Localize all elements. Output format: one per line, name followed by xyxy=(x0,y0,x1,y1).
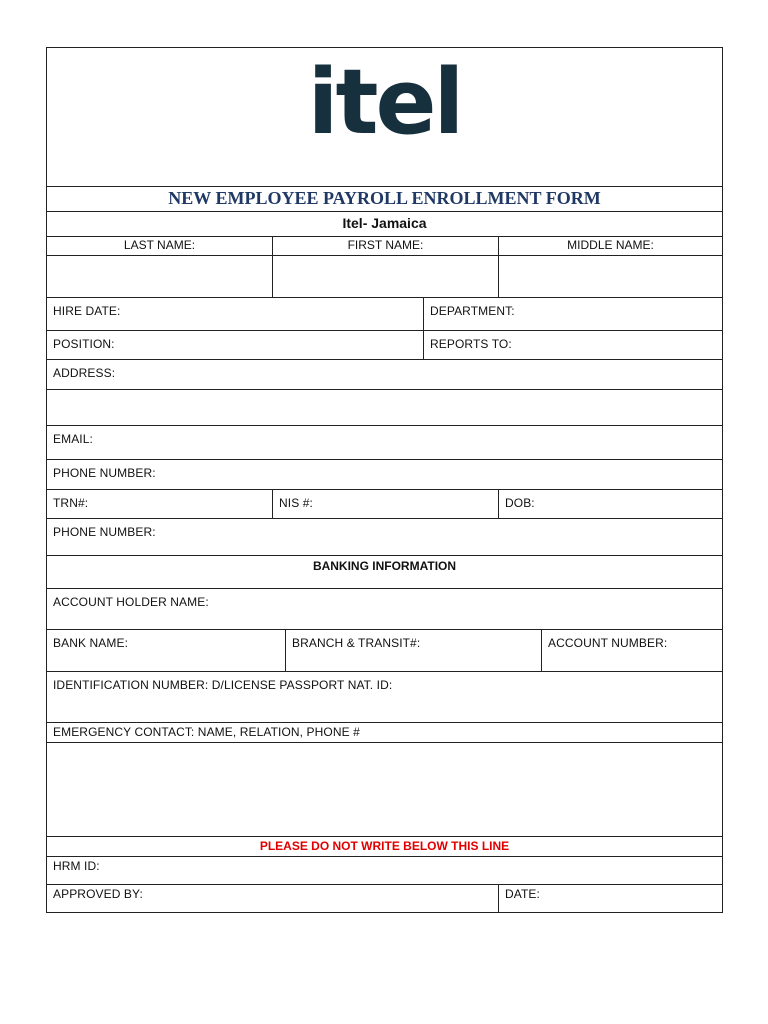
branch-transit-label: BRANCH & TRANSIT#: xyxy=(292,636,421,650)
hire-date-label: HIRE DATE: xyxy=(53,304,121,318)
account-holder-field[interactable] xyxy=(47,588,722,629)
logo-row xyxy=(47,48,722,186)
first-name-field[interactable] xyxy=(272,256,498,297)
account-holder-label: ACCOUNT HOLDER NAME: xyxy=(53,595,209,609)
hrm-id-label: HRM ID: xyxy=(53,859,100,873)
emergency-contact-label-row xyxy=(47,722,722,742)
do-not-write-notice: PLEASE DO NOT WRITE BELOW THIS LINE xyxy=(259,839,510,853)
address-field[interactable] xyxy=(47,359,722,389)
middle-name-label: MIDDLE NAME: xyxy=(567,238,654,252)
approved-by-label: APPROVED BY: xyxy=(53,887,143,901)
address-label: ADDRESS: xyxy=(53,366,116,380)
bank-name-label: BANK NAME: xyxy=(53,636,129,650)
banking-heading: BANKING INFORMATION xyxy=(312,559,457,573)
first-name-label-cell xyxy=(272,237,498,255)
trn-nis-dob-row xyxy=(47,489,722,518)
hrm-id-field[interactable] xyxy=(47,856,722,884)
form-subtitle: Itel- Jamaica xyxy=(342,215,427,231)
address-line-2-field[interactable] xyxy=(47,389,722,425)
name-inputs-row xyxy=(47,255,722,297)
last-name-field[interactable] xyxy=(47,256,272,297)
account-number-field[interactable] xyxy=(541,630,722,671)
emergency-contact-label: EMERGENCY CONTACT: NAME, RELATION, PHONE # xyxy=(53,725,360,739)
hire-department-row xyxy=(47,297,722,330)
nis-label: NIS #: xyxy=(279,496,313,510)
notice-row xyxy=(47,836,722,856)
position-label: POSITION: xyxy=(53,337,115,351)
name-labels-row xyxy=(47,236,722,255)
emergency-contact-field[interactable] xyxy=(47,742,722,836)
position-reports-row xyxy=(47,330,722,359)
identification-label: IDENTIFICATION NUMBER: D/LICENSE PASSPORT NAT. ID: xyxy=(53,678,393,692)
trn-label: TRN#: xyxy=(53,496,89,510)
middle-name-label-cell xyxy=(498,237,722,255)
branch-transit-field[interactable] xyxy=(285,630,541,671)
form-title: NEW EMPLOYEE PAYROLL ENROLLMENT FORM xyxy=(168,188,601,208)
last-name-label-cell xyxy=(47,237,272,255)
trn-field[interactable] xyxy=(47,490,272,518)
department-field[interactable] xyxy=(423,298,722,330)
date-label: DATE: xyxy=(505,887,540,901)
account-number-label: ACCOUNT NUMBER: xyxy=(548,636,668,650)
first-name-label: FIRST NAME: xyxy=(347,238,424,252)
reports-to-label: REPORTS TO: xyxy=(430,337,512,351)
email-label: EMAIL: xyxy=(53,432,93,446)
title-row xyxy=(47,186,722,211)
subtitle-row xyxy=(47,211,722,236)
dob-field[interactable] xyxy=(498,490,722,518)
phone-number-2-field[interactable] xyxy=(47,518,722,555)
date-field[interactable] xyxy=(498,885,722,913)
payroll-enrollment-form xyxy=(46,47,723,913)
bank-details-row xyxy=(47,629,722,671)
last-name-label: LAST NAME: xyxy=(123,238,196,252)
approved-by-field[interactable] xyxy=(47,885,498,913)
email-field[interactable] xyxy=(47,425,722,459)
middle-name-field[interactable] xyxy=(498,256,722,297)
identification-field[interactable] xyxy=(47,671,722,722)
phone-number-label: PHONE NUMBER: xyxy=(53,466,156,480)
dob-label: DOB: xyxy=(505,496,535,510)
itel-logo: itel xyxy=(307,50,462,155)
position-field[interactable] xyxy=(47,331,423,359)
approval-row xyxy=(47,884,722,913)
nis-field[interactable] xyxy=(272,490,498,518)
department-label: DEPARTMENT: xyxy=(430,304,515,318)
phone-number-2-label: PHONE NUMBER: xyxy=(53,525,156,539)
banking-heading-row xyxy=(47,555,722,588)
hire-date-field[interactable] xyxy=(47,298,423,330)
bank-name-field[interactable] xyxy=(47,630,285,671)
phone-number-field[interactable] xyxy=(47,459,722,489)
reports-to-field[interactable] xyxy=(423,331,722,359)
